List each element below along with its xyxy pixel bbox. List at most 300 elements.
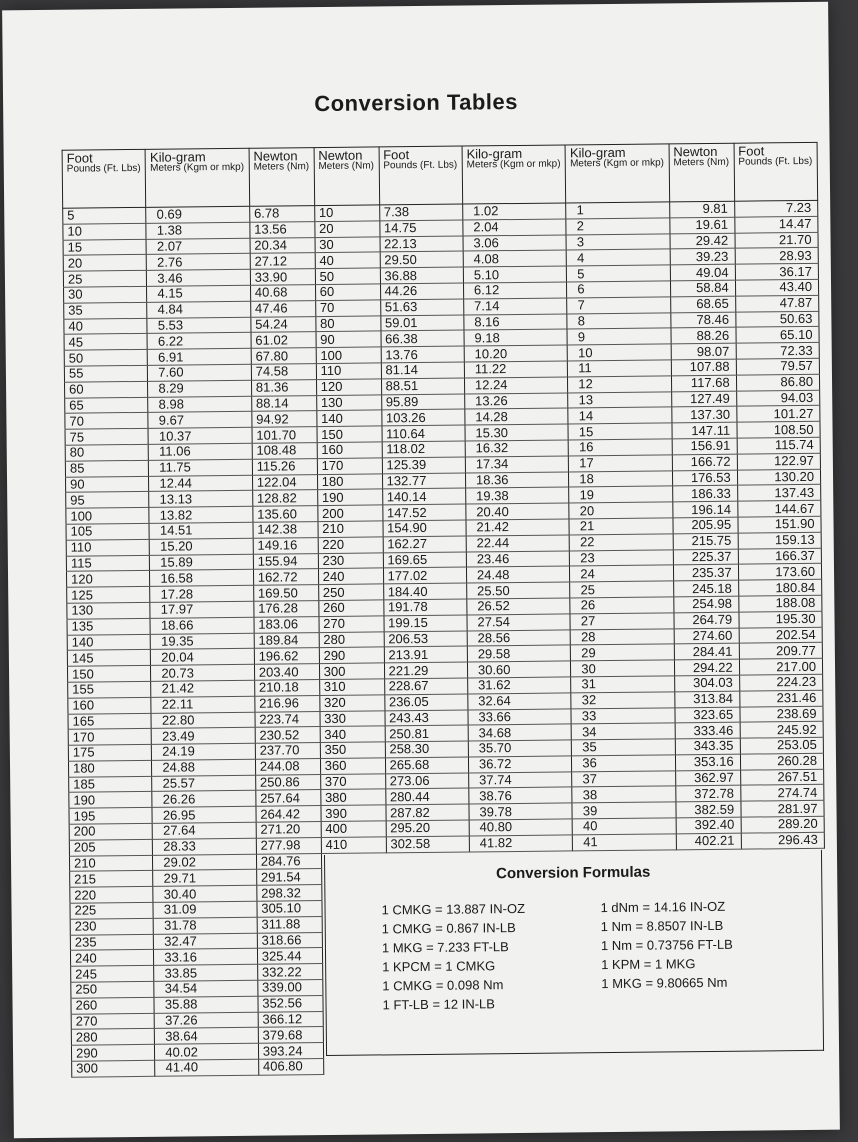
- table-cell: 380: [320, 789, 385, 805]
- table-cell: 339.00: [258, 980, 323, 996]
- column-header-main: Newton: [318, 147, 363, 164]
- column-header: [62, 149, 146, 208]
- table-cell: 264.42: [256, 806, 321, 822]
- table-cell: 225.37: [673, 549, 738, 565]
- table-cell: 340: [320, 726, 385, 742]
- table-cell: 8.16: [464, 314, 568, 331]
- table-cell: 47.87: [735, 295, 819, 312]
- table-cell: 343.35: [675, 738, 740, 754]
- table-cell: 243.43: [385, 710, 469, 727]
- table-cell: 15: [63, 239, 147, 256]
- table-cell: 170: [317, 458, 382, 474]
- table-cell: 135.60: [253, 506, 318, 522]
- table-cell: 294.22: [674, 659, 739, 675]
- table-cell: 28.33: [153, 838, 257, 855]
- table-cell: 27.12: [250, 253, 315, 269]
- table-cell: 28.56: [467, 629, 571, 646]
- table-cell: 147.11: [672, 422, 737, 438]
- table-cell: 72.33: [736, 342, 820, 359]
- table-cell: 200: [317, 505, 382, 521]
- formula-line: 1 FT-LB = 12 IN-LB: [382, 996, 495, 1013]
- table-cell: 23.46: [466, 550, 570, 567]
- table-cell: 166.72: [672, 454, 737, 470]
- table-cell: 36.88: [380, 267, 464, 284]
- table-cell: 130: [67, 602, 151, 619]
- formula-line: 1 Nm = 0.73756 FT-LB: [600, 936, 733, 954]
- table-cell: 74.58: [251, 364, 316, 380]
- table-cell: 280: [71, 1029, 155, 1046]
- table-cell: 108.48: [252, 443, 317, 459]
- table-cell: 22.13: [380, 236, 464, 253]
- table-cell: 25.57: [152, 775, 256, 792]
- table-cell: 45: [64, 334, 148, 351]
- table-cell: 81.36: [251, 379, 316, 395]
- column-header-sub: Meters (Nm): [673, 156, 730, 169]
- table-cell: 103.26: [381, 409, 465, 426]
- table-cell: 176.28: [254, 600, 319, 616]
- table-cell: 236.05: [384, 694, 468, 711]
- table-cell: 36.72: [468, 756, 572, 773]
- table-cell: 33.66: [468, 708, 572, 725]
- formulas-right-column: [600, 897, 733, 993]
- table-cell: 217.00: [739, 658, 823, 675]
- table-cell: 206.53: [384, 631, 468, 648]
- table-cell: 38: [572, 786, 676, 803]
- table-cell: 10: [567, 344, 671, 361]
- table-cell: 110: [66, 539, 150, 556]
- table-cell: 38.64: [155, 1028, 259, 1045]
- table-cell: 235.37: [673, 565, 738, 581]
- table-cell: 310: [319, 679, 384, 695]
- table-cell: 237.70: [255, 743, 320, 759]
- table-cell: 35.88: [154, 996, 258, 1013]
- table-cell: 277.98: [256, 837, 321, 853]
- table-cell: 18.36: [465, 471, 569, 488]
- table-cell: 14.28: [465, 408, 569, 425]
- table-cell: 35.70: [468, 740, 572, 757]
- table-cell: 223.74: [255, 711, 320, 727]
- table-cell: 382.59: [676, 801, 741, 817]
- table-cell: 4.15: [147, 285, 251, 302]
- table-cell: 18: [569, 470, 673, 487]
- table-cell: 29: [571, 644, 675, 661]
- conversion-formulas: [324, 850, 824, 1056]
- table-cell: 1.38: [146, 222, 250, 239]
- table-cell: 4: [566, 249, 670, 266]
- table-cell: 184.40: [383, 583, 467, 600]
- column-header: [379, 146, 463, 205]
- table-cell: 305.10: [257, 901, 322, 917]
- table-cell: 32.64: [468, 693, 572, 710]
- table-cell: 58.84: [670, 280, 735, 296]
- table-cell: 7.60: [148, 364, 252, 381]
- table-cell: 14: [568, 407, 672, 424]
- table-cell: 75: [65, 429, 149, 446]
- table-cell: 115.74: [737, 437, 821, 454]
- table-cell: 300: [319, 663, 384, 679]
- table-cell: 7.23: [734, 200, 818, 217]
- table-cell: 20.73: [151, 664, 255, 681]
- table-cell: 393.24: [258, 1043, 323, 1059]
- table-cell: 137.30: [672, 407, 737, 423]
- table-cell: 118.02: [382, 441, 466, 458]
- table-cell: 20: [63, 255, 147, 272]
- table-cell: 31: [571, 676, 675, 693]
- table-cell: 29.42: [670, 233, 735, 249]
- table-cell: 25: [63, 271, 147, 288]
- table-cell: 366.12: [258, 1011, 323, 1027]
- table-cell: 122.97: [737, 453, 821, 470]
- table-cell: 22: [569, 534, 673, 551]
- table-cell: 27: [570, 613, 674, 630]
- table-cell: 29.71: [153, 870, 257, 887]
- table-cell: 32.47: [154, 933, 258, 950]
- table-cell: 325.44: [257, 948, 322, 964]
- table-cell: 180: [317, 473, 382, 489]
- table-cell: 390: [321, 805, 386, 821]
- table-cell: 333.46: [675, 722, 740, 738]
- table-cell: 39.78: [469, 803, 573, 820]
- table-cell: 28.93: [735, 248, 819, 265]
- table-cell: 273.06: [385, 773, 469, 790]
- table-cell: 230.52: [255, 727, 320, 743]
- table-cell: 264.79: [674, 612, 739, 628]
- table-cell: 8.98: [148, 396, 252, 413]
- table-cell: 15: [568, 423, 672, 440]
- table-cell: 115.26: [252, 458, 317, 474]
- table-cell: 86.80: [736, 374, 820, 391]
- table-cell: 34.68: [468, 724, 572, 741]
- table-cell: 19: [569, 486, 673, 503]
- table-cell: 59.01: [380, 315, 464, 332]
- table-cell: 41: [573, 834, 677, 851]
- column-header-main: Foot: [383, 147, 410, 163]
- table-cell: 253.05: [740, 737, 824, 754]
- table-cell: 65.10: [736, 327, 820, 344]
- table-cell: 85: [65, 460, 149, 477]
- table-cell: 5: [63, 207, 147, 224]
- table-cell: 274.74: [740, 785, 824, 802]
- table-cell: 40: [315, 252, 380, 268]
- table-cell: 4.08: [463, 250, 567, 267]
- table-cell: 372.78: [676, 786, 741, 802]
- table-cell: 21.70: [735, 232, 819, 249]
- table-cell: 66.38: [381, 330, 465, 347]
- table-cell: 2.76: [147, 254, 251, 271]
- table-cell: 14.51: [149, 522, 253, 539]
- table-cell: 250: [71, 981, 155, 998]
- column-header: [145, 148, 249, 207]
- table-cell: 137.43: [737, 485, 821, 502]
- table-cell: 406.80: [258, 1059, 323, 1075]
- table-cell: 37.26: [154, 1012, 258, 1029]
- table-cell: 3: [566, 233, 670, 250]
- table-cell: 90: [66, 476, 150, 493]
- table-cell: 188.08: [738, 595, 822, 612]
- table-cell: 20.34: [250, 237, 315, 253]
- table-cell: 24.88: [152, 759, 256, 776]
- table-cell: 260: [71, 997, 155, 1014]
- table-cell: 147.52: [382, 504, 466, 521]
- table-cell: 140: [316, 410, 381, 426]
- table-cell: 17.28: [150, 585, 254, 602]
- table-cell: 9.81: [669, 201, 734, 217]
- table-cell: 28: [570, 628, 674, 645]
- table-cell: 323.65: [675, 707, 740, 723]
- table-cell: 260.28: [740, 753, 824, 770]
- table-cell: 216.96: [255, 695, 320, 711]
- table-cell: 190: [69, 792, 153, 809]
- table-cell: 160: [68, 697, 152, 714]
- table-cell: 68.65: [670, 296, 735, 312]
- table-cell: 110.64: [382, 425, 466, 442]
- table-cell: 180.84: [738, 579, 822, 596]
- table-cell: 290: [319, 647, 384, 663]
- table-cell: 27.64: [152, 822, 256, 839]
- table-cell: 30.60: [467, 661, 571, 678]
- table-cell: 50: [64, 350, 148, 367]
- formulas-title: Conversion Formulas: [495, 863, 651, 883]
- table-cell: 169.65: [383, 552, 467, 569]
- table-cell: 78.46: [671, 312, 736, 328]
- table-cell: 55: [64, 365, 148, 382]
- formula-line: 1 KPCM = 1 CMKG: [382, 958, 496, 975]
- table-cell: 165: [68, 713, 152, 730]
- table-cell: 410: [321, 837, 386, 853]
- table-cell: 16.32: [465, 440, 569, 457]
- table-cell: 280.44: [385, 788, 469, 805]
- table-cell: 205.95: [673, 517, 738, 533]
- table-cell: 202.54: [739, 627, 823, 644]
- table-cell: 6: [567, 281, 671, 298]
- table-cell: 18.66: [150, 617, 254, 634]
- table-cell: 90: [316, 331, 381, 347]
- table-cell: 13.82: [149, 506, 253, 523]
- table-cell: 95.89: [381, 394, 465, 411]
- table-cell: 24.48: [466, 566, 570, 583]
- table-cell: 10: [314, 205, 379, 221]
- table-cell: 125.39: [382, 457, 466, 474]
- column-header-sub: Pounds (Ft. Lbs): [738, 155, 813, 168]
- table-cell: 100: [316, 347, 381, 363]
- table-cell: 2: [566, 218, 670, 235]
- table-cell: 70: [65, 413, 149, 430]
- table-cell: 330: [320, 710, 385, 726]
- column-header-sub: Pounds (Ft. Lbs): [383, 159, 458, 172]
- table-cell: 173.60: [738, 564, 822, 581]
- table-cell: 38.76: [469, 787, 573, 804]
- table-cell: 15.89: [150, 554, 254, 571]
- table-cell: 13.76: [381, 346, 465, 363]
- formula-line: 1 MKG = 7.233 FT-LB: [381, 939, 509, 956]
- table-cell: 0.69: [146, 206, 250, 223]
- table-cell: 130: [316, 394, 381, 410]
- column-header-sub: Meters (Nm): [253, 161, 310, 173]
- table-cell: 43.40: [735, 279, 819, 296]
- column-header: [249, 148, 314, 207]
- table-cell: 10.37: [148, 427, 252, 444]
- table-cell: 67.80: [251, 348, 316, 364]
- table-cell: 332.22: [257, 964, 322, 980]
- table-cell: 110: [316, 363, 381, 379]
- table-cell: 33.85: [154, 964, 258, 981]
- table-cell: 228.67: [384, 678, 468, 695]
- table-cell: 20: [569, 502, 673, 519]
- table-cell: 33.90: [250, 269, 315, 285]
- table-cell: 177.02: [383, 567, 467, 584]
- table-cell: 61.02: [251, 332, 316, 348]
- table-cell: 100: [66, 507, 150, 524]
- table-cell: 304.03: [674, 675, 739, 691]
- table-cell: 362.97: [675, 770, 740, 786]
- table-cell: 19.61: [670, 217, 735, 233]
- table-cell: 23.49: [151, 728, 255, 745]
- table-cell: 144.67: [737, 500, 821, 517]
- table-cell: 270: [319, 616, 384, 632]
- table-cell: 25.50: [467, 582, 571, 599]
- table-cell: 320: [319, 695, 384, 711]
- table-cell: 280: [319, 631, 384, 647]
- formula-line: 1 CMKG = 0.867 IN-LB: [381, 920, 516, 937]
- table-cell: 30: [315, 237, 380, 253]
- table-cell: 245: [71, 966, 155, 983]
- table-cell: 290: [71, 1045, 155, 1062]
- table-cell: 35: [64, 302, 148, 319]
- table-cell: 21.42: [151, 680, 255, 697]
- table-cell: 15.30: [465, 424, 569, 441]
- page-title: Conversion Tables: [314, 88, 519, 117]
- table-cell: 40.68: [250, 285, 315, 301]
- table-cell: 135: [67, 618, 151, 635]
- table-cell: 9.18: [464, 329, 568, 346]
- table-cell: 40: [572, 818, 676, 835]
- table-cell: 230: [318, 552, 383, 568]
- table-cell: 300: [72, 1060, 156, 1077]
- table-cell: 284.76: [256, 853, 321, 869]
- table-cell: 80: [315, 315, 380, 331]
- table-cell: 65: [65, 397, 149, 414]
- table-cell: 13: [568, 391, 672, 408]
- table-cell: 20: [314, 221, 379, 237]
- table-cell: 1.02: [463, 203, 567, 220]
- table-cell: 13.56: [250, 221, 315, 237]
- table-cell: 7: [567, 297, 671, 314]
- table-cell: 12.44: [149, 475, 253, 492]
- table-cell: 88.26: [671, 328, 736, 344]
- table-cell: 50: [315, 268, 380, 284]
- table-cell: 3.46: [147, 269, 251, 286]
- table-cell: 235: [70, 934, 154, 951]
- table-cell: 7.38: [379, 204, 463, 221]
- table-cell: 186.33: [672, 486, 737, 502]
- table-cell: 155.94: [253, 553, 318, 569]
- table-cell: 14.47: [734, 216, 818, 233]
- table-cell: 284.41: [674, 643, 739, 659]
- table-cell: 238.69: [740, 706, 824, 723]
- table-cell: 39.23: [670, 249, 735, 265]
- table-cell: 350: [320, 742, 385, 758]
- table-cell: 265.68: [385, 757, 469, 774]
- table-cell: 313.84: [675, 691, 740, 707]
- table-cell: 80: [65, 444, 149, 461]
- table-cell: 22.44: [466, 535, 570, 552]
- table-cell: 32: [571, 692, 675, 709]
- table-cell: 26.95: [152, 807, 256, 824]
- table-cell: 166.37: [738, 548, 822, 565]
- table-cell: 120: [316, 379, 381, 395]
- table-cell: 130.20: [737, 469, 821, 486]
- table-cell: 210: [318, 521, 383, 537]
- table-cell: 230: [70, 918, 154, 935]
- table-cell: 13.26: [465, 393, 569, 410]
- table-cell: 22.80: [151, 712, 255, 729]
- formula-line: 1 Nm = 8.8507 IN-LB: [600, 917, 724, 935]
- table-cell: 296.43: [741, 832, 825, 849]
- table-cell: 291.54: [256, 869, 321, 885]
- table-cell: 41.82: [469, 835, 573, 852]
- table-cell: 98.07: [671, 343, 736, 359]
- table-cell: 40.80: [469, 819, 573, 836]
- table-cell: 108.50: [737, 421, 821, 438]
- column-header-main: Foot: [66, 150, 93, 166]
- table-cell: 200: [69, 823, 153, 840]
- table-cell: 185: [69, 776, 153, 793]
- table-cell: 115: [66, 555, 150, 572]
- table-cell: 17.97: [150, 601, 254, 618]
- column-header-main: Kilo-gram: [466, 145, 523, 162]
- column-header: [565, 144, 669, 203]
- table-cell: 195.30: [739, 611, 823, 628]
- table-cell: 155: [68, 681, 152, 698]
- column-header-sub: Meters (Kgm or mkp): [570, 157, 665, 170]
- table-cell: 156.91: [672, 438, 737, 454]
- table-cell: 31.78: [153, 917, 257, 934]
- table-cell: 17.34: [465, 456, 569, 473]
- table-cell: 12.24: [464, 377, 568, 394]
- table-cell: 17: [569, 455, 673, 472]
- table-cell: 150: [317, 426, 382, 442]
- table-cell: 162.27: [383, 536, 467, 553]
- column-header-main: Newton: [253, 148, 298, 164]
- table-cell: 210.18: [254, 679, 319, 695]
- table-cell: 25: [570, 581, 674, 598]
- table-cell: 203.40: [254, 664, 319, 680]
- table-cell: 125: [67, 586, 151, 603]
- table-cell: 1: [566, 202, 670, 219]
- table-cell: 142.38: [253, 522, 318, 538]
- table-cell: 10.20: [464, 345, 568, 362]
- table-cell: 318.66: [257, 932, 322, 948]
- table-cell: 30: [571, 660, 675, 677]
- table-cell: 26.52: [467, 598, 571, 615]
- table-cell: 94.03: [736, 390, 820, 407]
- table-cell: 79.57: [736, 358, 820, 375]
- table-cell: 6.12: [463, 282, 567, 299]
- formula-line: 1 dNm = 14.16 IN-OZ: [600, 898, 726, 916]
- table-cell: 20.40: [466, 503, 570, 520]
- table-cell: 81.14: [381, 362, 465, 379]
- table-cell: 9.67: [148, 412, 252, 429]
- table-cell: 271.20: [256, 822, 321, 838]
- table-cell: 2.04: [463, 219, 567, 236]
- table-cell: 302.58: [386, 836, 470, 853]
- table-cell: 145: [67, 650, 151, 667]
- table-cell: 39: [572, 802, 676, 819]
- table-cell: 379.68: [258, 1027, 323, 1043]
- table-cell: 30: [64, 286, 148, 303]
- table-cell: 11: [568, 360, 672, 377]
- table-cell: 33.16: [154, 949, 258, 966]
